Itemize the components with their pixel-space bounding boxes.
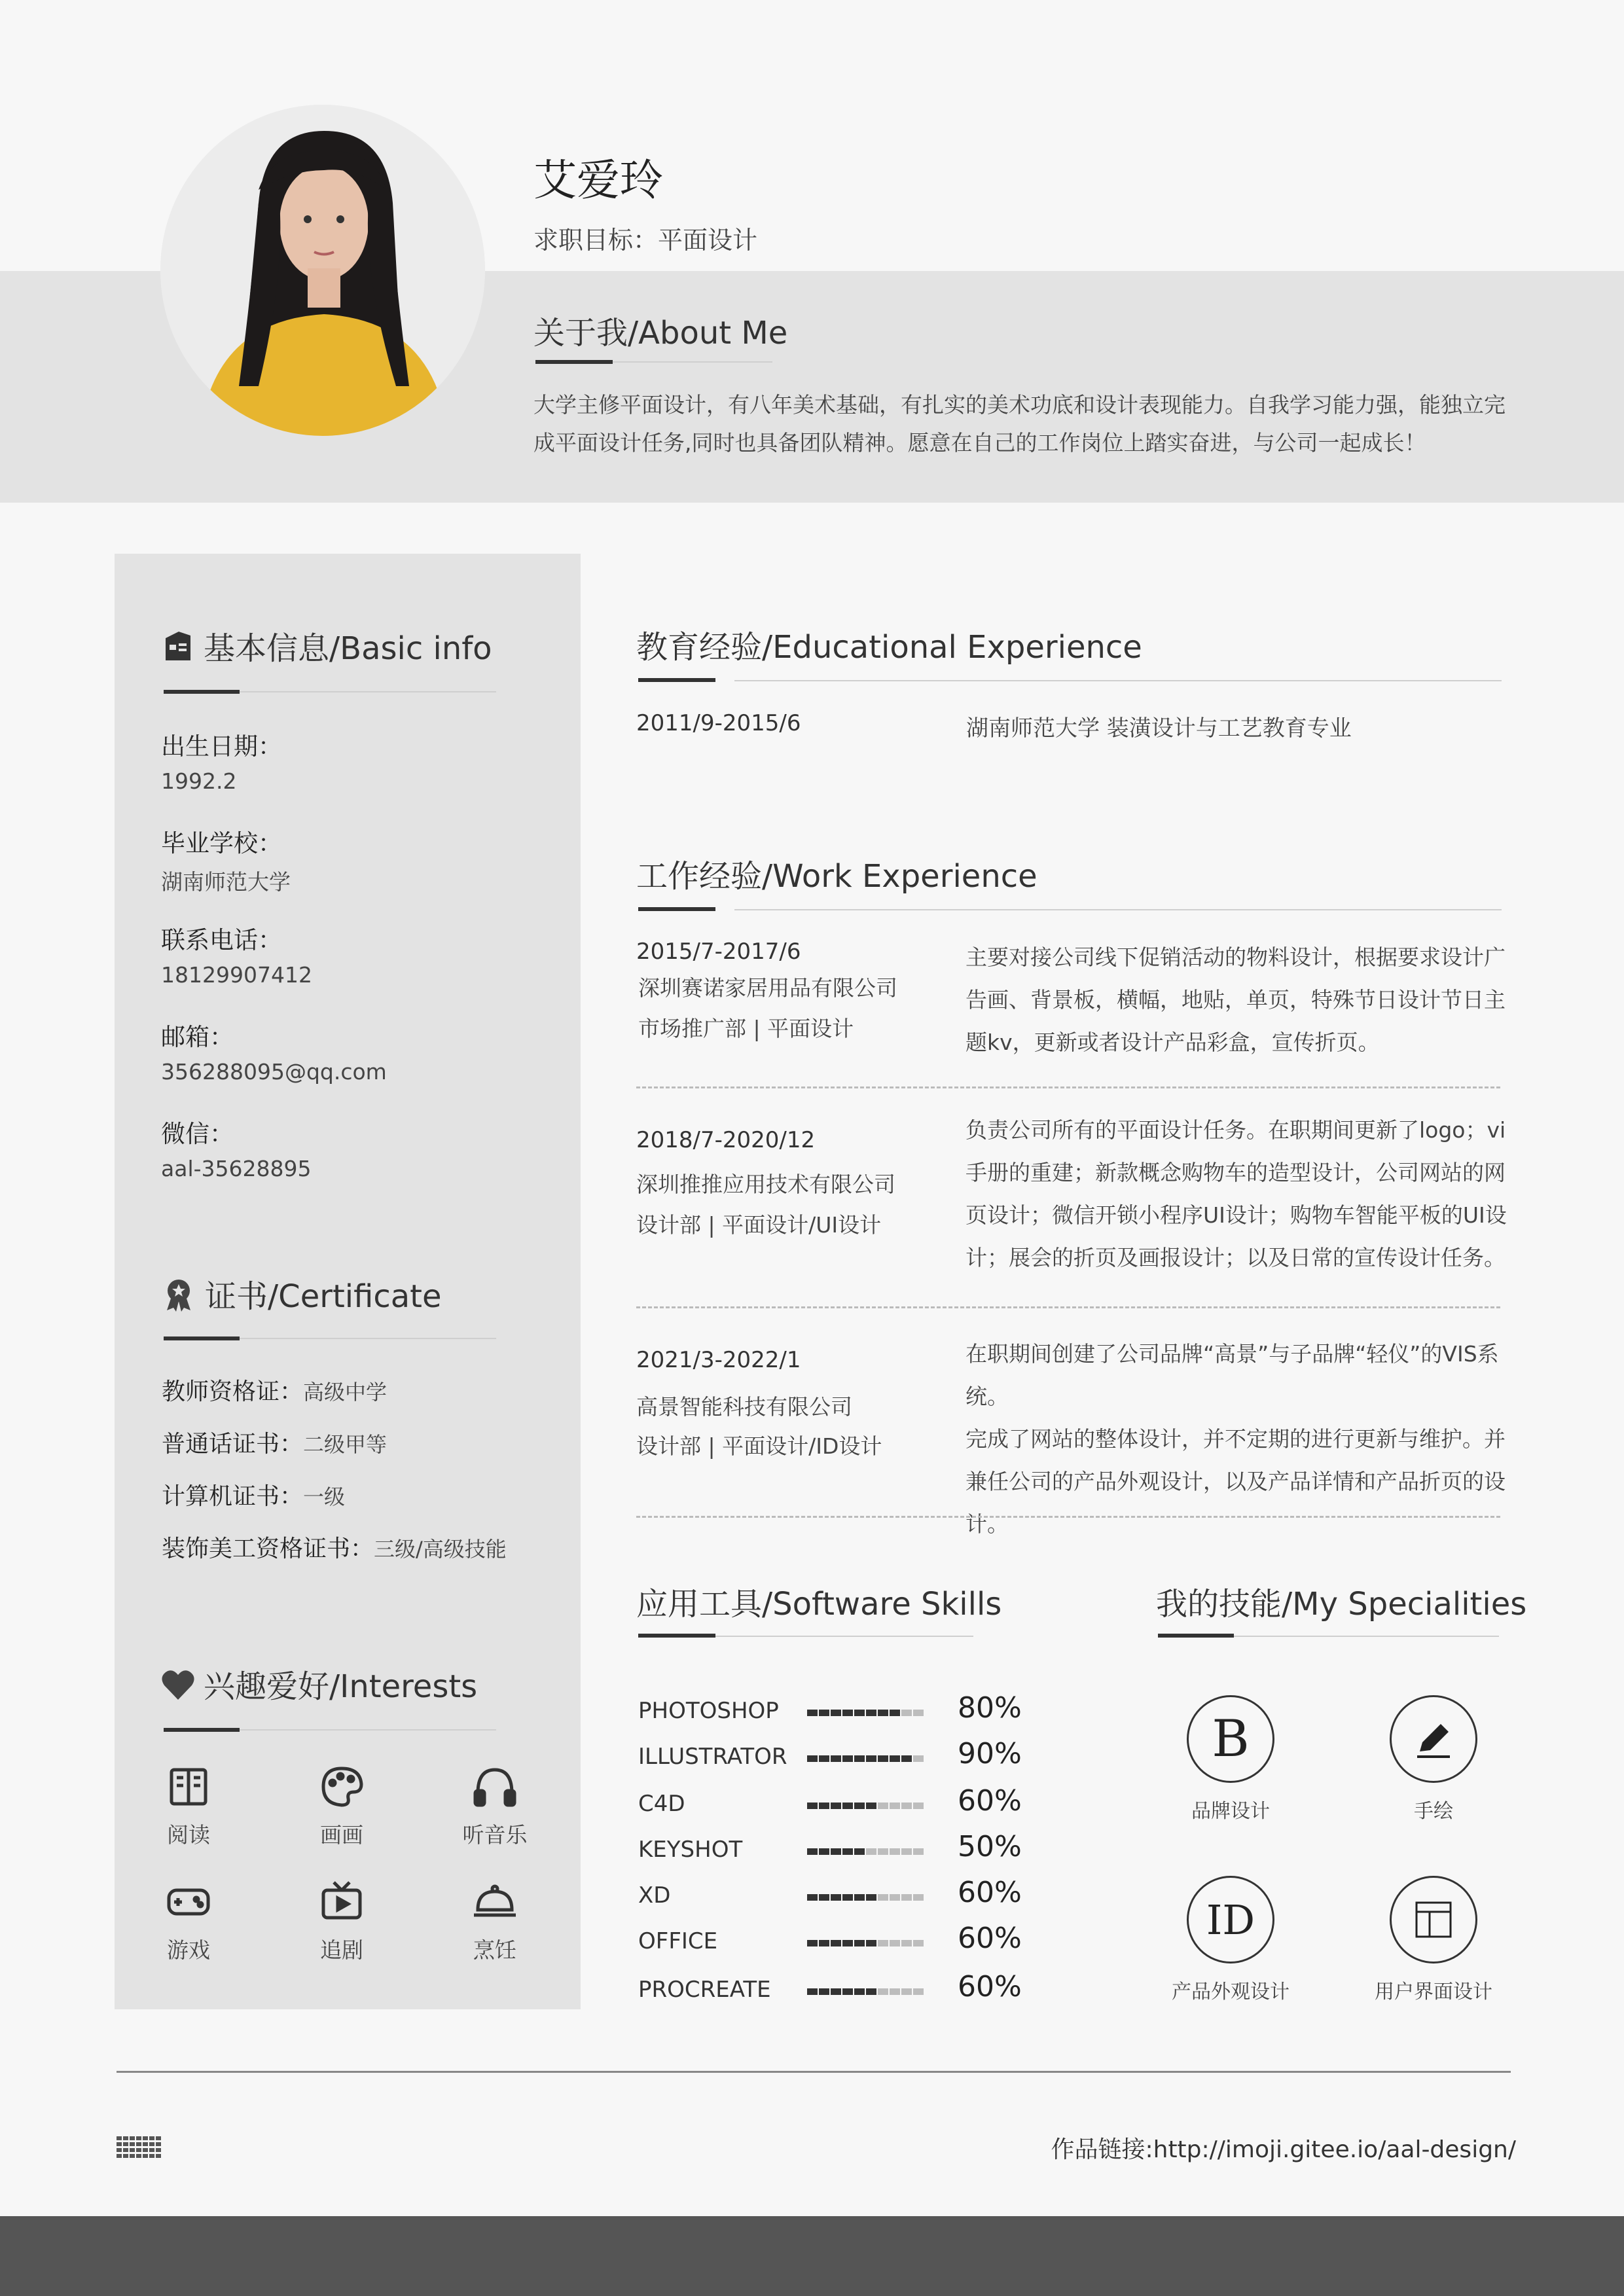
id-card-icon [160, 629, 196, 672]
about-text: 大学主修平面设计，有八年美术基础，有扎实的美术功底和设计表现能力。自我学习能力强，能独立完成平面设计任务,同时也具备团队精神。愿意在自己的工作岗位上踏实奋进，与公司一起成长！ [533, 392, 1506, 456]
skill-bar-segment [842, 1894, 853, 1901]
skill-name: PHOTOSHOP [638, 1698, 779, 1724]
skill-bar-segment [890, 1940, 900, 1946]
work-thin-line [734, 909, 1502, 910]
skill-name: C4D [638, 1791, 685, 1817]
job-divider [636, 1516, 1500, 1518]
portrait-image [160, 105, 485, 436]
skill-percent: 60% [958, 1922, 1022, 1955]
skill-bar-segment [866, 1894, 876, 1901]
hobby-dramas-label: 追剧 [320, 1937, 363, 1963]
job2-description [965, 1109, 1515, 1279]
job3-desc-line: 兼任公司的产品外观设计，以及产品详情和产品折页的设 [965, 1469, 1506, 1494]
heart-icon [160, 1668, 196, 1709]
certificate-thin-line [240, 1338, 496, 1339]
skill-bar-segment [854, 1940, 865, 1946]
skill-bar-segment [842, 1803, 853, 1809]
job2-date: 2018/7-2020/12 [636, 1127, 816, 1153]
skill-bar-segment [890, 1894, 900, 1901]
skill-bar-segment [819, 1894, 829, 1901]
skill-bar-segment [819, 1803, 829, 1809]
skill-name: XD [638, 1882, 671, 1909]
birth-value: 1992.2 [161, 768, 237, 794]
headphones-icon [471, 1763, 518, 1810]
portfolio-link[interactable]: 作品链接:http://imoji.gitee.io/aal-design/ [1051, 2136, 1516, 2163]
speciality-brand [1152, 1695, 1309, 1823]
hobby-reading [136, 1763, 241, 1849]
job2-desc-line: 负责公司所有的平面设计任务。在职期间更新了logo；vi [965, 1117, 1506, 1143]
specialities-thin-line [1234, 1636, 1499, 1637]
skill-percent: 60% [958, 1784, 1022, 1818]
skill-bar-segment [890, 1848, 900, 1855]
cert-teacher-label: 教师资格证： [162, 1378, 304, 1405]
interests-underline [164, 1728, 240, 1732]
skill-bar-segment [807, 1988, 818, 1995]
palette-icon [318, 1763, 365, 1810]
skill-bar-segment [854, 1710, 865, 1716]
job2-desc-line: 页设计；微信开锁小程序UI设计；购物车智能平板的UI设 [965, 1202, 1507, 1228]
job-divider [636, 1086, 1500, 1088]
specialities-underline [1158, 1634, 1234, 1638]
skill-bar-segment [842, 1755, 853, 1762]
about-underline [535, 360, 613, 364]
email-label: 邮箱： [161, 1023, 234, 1051]
education-underline [638, 678, 715, 682]
birth-label: 出生日期： [161, 732, 282, 761]
skill-bar-segment [890, 1803, 900, 1809]
skill-bar-segment [819, 1755, 829, 1762]
certificate-title [160, 1271, 442, 1321]
work-title: 工作经验/Work Experience [636, 858, 1038, 895]
pencil-icon [1390, 1695, 1477, 1783]
education-title: 教育经验/Educational Experience [636, 629, 1142, 666]
skill-bar-segment [866, 1940, 876, 1946]
skill-bar-segment [878, 1803, 888, 1809]
interests-title-text: 兴趣爱好/Interests [204, 1668, 478, 1705]
email-value: 356288095@qq.com [161, 1059, 387, 1085]
basic-info-title-text: 基本信息/Basic info [204, 630, 492, 667]
skill-bar-segment [901, 1755, 912, 1762]
skill-bar-segment [831, 1988, 841, 1995]
hobby-music-label: 听音乐 [462, 1822, 528, 1848]
cert-computer [162, 1478, 345, 1511]
hobby-cooking-label: 烹饪 [473, 1937, 516, 1963]
certificate-title-text: 证书/Certificate [205, 1278, 442, 1315]
skill-bar-segment [901, 1848, 912, 1855]
hobby-music [442, 1763, 547, 1849]
software-underline [638, 1634, 715, 1638]
skill-bar-segment [866, 1803, 876, 1809]
wechat-value: aal-35628895 [161, 1156, 312, 1181]
cert-teacher [162, 1373, 387, 1407]
school-value: 湖南师范大学 [161, 869, 291, 895]
phone-label: 联系电话： [161, 926, 282, 954]
interests-title [160, 1661, 477, 1709]
skill-level-bar [807, 1848, 925, 1855]
cert-decoration-label: 装饰美工资格证书： [162, 1535, 374, 1562]
skill-bar-segment [913, 1803, 924, 1809]
interests-thin-line [240, 1729, 496, 1731]
skill-name: OFFICE [638, 1928, 718, 1954]
job3-desc-line: 计。 [965, 1511, 1009, 1537]
basic-info-thin-line [240, 691, 496, 692]
skill-bar-segment [866, 1755, 876, 1762]
skill-bar-segment [878, 1988, 888, 1995]
speciality-ui [1355, 1876, 1512, 2004]
cloche-icon [471, 1878, 518, 1926]
software-title: 应用工具/Software Skills [636, 1586, 1002, 1623]
skill-bar-segment [890, 1710, 900, 1716]
speciality-brand-label: 品牌设计 [1191, 1800, 1270, 1823]
speciality-handdraw [1355, 1695, 1512, 1823]
skill-bar-segment [901, 1988, 912, 1995]
skill-bar-segment [854, 1894, 865, 1901]
skill-level-bar [807, 1803, 925, 1809]
skill-bar-segment [842, 1710, 853, 1716]
job1-desc-line: 题kv，更新或者设计产品彩盒，宣传折页。 [965, 1030, 1380, 1055]
skill-bar-segment [913, 1710, 924, 1716]
skill-level-bar [807, 1940, 925, 1946]
job1-date: 2015/7-2017/6 [636, 939, 801, 965]
about-thin-line [613, 361, 772, 363]
job1-role: 市场推广部 | 平面设计 [638, 1016, 854, 1041]
skill-percent: 60% [958, 1970, 1022, 2003]
skill-bar-segment [866, 1988, 876, 1995]
basic-info-title [160, 623, 492, 672]
job2-company: 深圳推推应用技术有限公司 [636, 1172, 895, 1197]
job3-desc-line: 在职期间创建了公司品牌“高景”与子品牌“轻仪”的VIS系统。 [965, 1341, 1499, 1409]
skill-bar-segment [913, 1848, 924, 1855]
education-detail: 湖南师范大学 装潢设计与工艺教育专业 [966, 715, 1352, 742]
skill-bar-segment [807, 1894, 818, 1901]
skill-bar-segment [831, 1710, 841, 1716]
skill-bar-segment [901, 1894, 912, 1901]
school-label: 毕业学校： [161, 829, 282, 857]
skill-bar-segment [913, 1755, 924, 1762]
skill-bar-segment [878, 1940, 888, 1946]
skill-percent: 80% [958, 1691, 1022, 1725]
skill-bar-segment [807, 1848, 818, 1855]
education-date: 2011/9-2015/6 [636, 710, 801, 736]
basic-info-underline [164, 690, 240, 694]
skill-name: PROCREATE [638, 1977, 771, 2003]
skill-bar-segment [854, 1848, 865, 1855]
hobby-reading-label: 阅读 [167, 1822, 210, 1848]
skill-bar-segment [913, 1894, 924, 1901]
wechat-label: 微信： [161, 1120, 234, 1148]
skill-bar-segment [831, 1940, 841, 1946]
hobby-painting-label: 画画 [320, 1822, 363, 1848]
about-title: 关于我/About Me [533, 315, 788, 351]
job3-desc-line: 完成了网站的整体设计，并不定期的进行更新与维护。并 [965, 1426, 1506, 1452]
skill-bar-segment [890, 1755, 900, 1762]
job2-desc-line: 手册的重建；新款概念购物车的造型设计，公司网站的网 [965, 1160, 1506, 1185]
skill-bar-segment [913, 1988, 924, 1995]
skill-bar-segment [854, 1755, 865, 1762]
skill-bar-segment [890, 1988, 900, 1995]
skill-percent: 60% [958, 1876, 1022, 1909]
candidate-name: 艾爱玲 [533, 155, 663, 206]
skill-bar-segment [807, 1803, 818, 1809]
cert-teacher-value: 高级中学 [303, 1380, 388, 1405]
tv-icon [318, 1878, 365, 1926]
skill-bar-segment [819, 1988, 829, 1995]
speciality-product [1152, 1876, 1309, 2004]
job1-desc-line: 主要对接公司线下促销活动的物料设计，根据要求设计广 [965, 944, 1506, 970]
job-divider [636, 1306, 1500, 1308]
skill-bar-segment [866, 1710, 876, 1716]
skill-name: ILLUSTRATOR [638, 1744, 787, 1770]
job3-role: 设计部 | 平面设计/ID设计 [636, 1433, 882, 1459]
job2-role: 设计部 | 平面设计/UI设计 [636, 1212, 882, 1238]
profile-photo [160, 105, 485, 436]
job3-description [965, 1333, 1515, 1545]
hobby-cooking [442, 1878, 547, 1964]
job2-desc-line: 计；展会的折页及画报设计；以及日常的宣传设计任务。 [965, 1245, 1506, 1270]
skill-bar-segment [842, 1940, 853, 1946]
skill-bar-segment [831, 1894, 841, 1901]
skill-bar-segment [819, 1710, 829, 1716]
skill-level-bar [807, 1755, 925, 1762]
hobby-games [136, 1878, 241, 1964]
award-icon [160, 1276, 197, 1321]
skill-bar-segment [807, 1940, 818, 1946]
skill-level-bar [807, 1710, 925, 1716]
phone-value: 18129907412 [161, 962, 312, 988]
skill-bar-segment [807, 1755, 818, 1762]
brand-glyph: B [1187, 1695, 1274, 1783]
skill-bar-segment [831, 1803, 841, 1809]
hobby-dramas [289, 1878, 394, 1964]
skill-percent: 50% [958, 1830, 1022, 1863]
skill-bar-segment [854, 1988, 865, 1995]
job-objective: 求职目标：平面设计 [533, 226, 758, 255]
skill-bar-segment [819, 1940, 829, 1946]
job1-description [965, 936, 1515, 1064]
skill-bar-segment [878, 1894, 888, 1901]
certificate-underline [164, 1336, 240, 1340]
grid-icon [117, 2136, 162, 2161]
specialities-title: 我的技能/My Specialities [1156, 1586, 1527, 1623]
education-thin-line [734, 680, 1502, 681]
skill-bar-segment [854, 1803, 865, 1809]
skill-bar-segment [831, 1755, 841, 1762]
job1-company: 深圳赛诺家居用品有限公司 [638, 975, 897, 1001]
book-icon [165, 1763, 212, 1810]
cert-decoration [162, 1530, 507, 1564]
skill-bar-segment [831, 1848, 841, 1855]
job3-date: 2021/3-2022/1 [636, 1347, 801, 1373]
speciality-handdraw-label: 手绘 [1414, 1800, 1453, 1823]
cert-computer-label: 计算机证书： [162, 1483, 304, 1510]
cert-decoration-value: 三级/高级技能 [374, 1537, 507, 1562]
skill-percent: 90% [958, 1737, 1022, 1770]
skill-bar-segment [901, 1710, 912, 1716]
skill-bar-segment [842, 1988, 853, 1995]
speciality-ui-label: 用户界面设计 [1375, 1981, 1492, 2003]
skill-bar-segment [878, 1710, 888, 1716]
skill-bar-segment [842, 1848, 853, 1855]
job1-desc-line: 告画、背景板，横幅，地贴，单页，特殊节日设计节日主 [965, 987, 1506, 1013]
skill-bar-segment [819, 1848, 829, 1855]
footer-divider [117, 2071, 1511, 2073]
skill-level-bar [807, 1988, 925, 1995]
id-glyph: ID [1187, 1876, 1274, 1964]
bottom-bar [0, 2216, 1624, 2296]
skill-bar-segment [878, 1755, 888, 1762]
skill-name: KEYSHOT [638, 1837, 743, 1863]
cert-mandarin-value: 二级甲等 [303, 1432, 388, 1457]
work-underline [638, 907, 715, 911]
skill-bar-segment [913, 1940, 924, 1946]
hobby-games-label: 游戏 [167, 1937, 210, 1963]
cert-mandarin-label: 普通话证书： [162, 1431, 304, 1458]
skill-bar-segment [901, 1940, 912, 1946]
skill-bar-segment [901, 1803, 912, 1809]
job3-company: 高景智能科技有限公司 [636, 1394, 852, 1420]
skill-bar-segment [878, 1848, 888, 1855]
cert-computer-value: 一级 [303, 1484, 346, 1509]
skill-bar-segment [866, 1848, 876, 1855]
skill-bar-segment [807, 1710, 818, 1716]
hobby-painting [289, 1763, 394, 1849]
software-thin-line [715, 1636, 973, 1637]
speciality-product-label: 产品外观设计 [1172, 1981, 1290, 2003]
gamepad-icon [165, 1878, 212, 1926]
cert-mandarin [162, 1426, 387, 1459]
layout-icon [1390, 1876, 1477, 1964]
skill-level-bar [807, 1894, 925, 1901]
